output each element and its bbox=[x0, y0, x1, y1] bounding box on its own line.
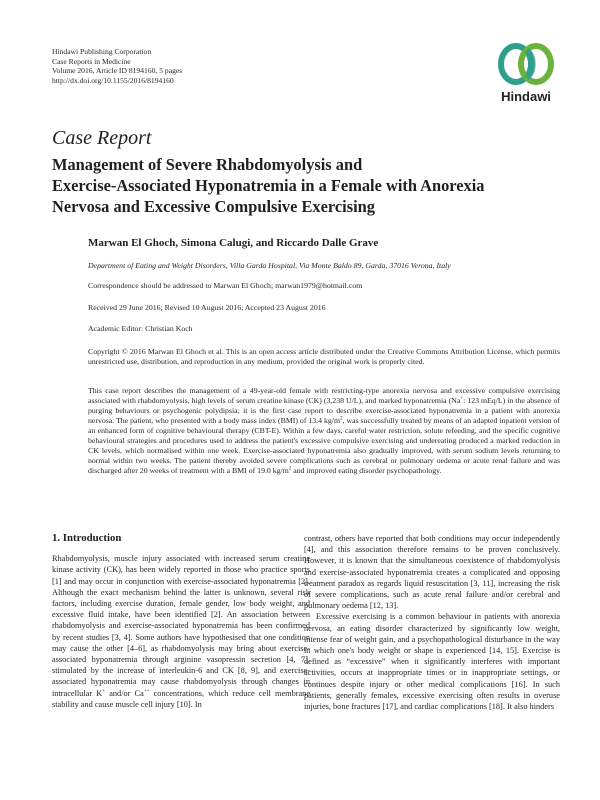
volume-line: Volume 2016, Article ID 8194160, 5 pages bbox=[52, 66, 183, 76]
body-superscript: ++ bbox=[143, 688, 150, 694]
title-line: Management of Severe Rhabdomyolysis and bbox=[52, 155, 363, 174]
abstract-superscript: + bbox=[460, 396, 464, 402]
body-text: concentrations, which reduce cell membrane stability and cause muscle cell injury [10]. In bbox=[52, 688, 311, 709]
journal-name-line: Case Reports in Medicine bbox=[52, 56, 131, 66]
affiliation: Department of Eating and Weight Disorders, Villa Garda Hospital, Via Monte Baldo 89, Garda, 37016 Verona, Italy bbox=[88, 261, 451, 270]
abstract-text: , was successfully treated by means of an adapted inpatient version of an enhanced form of cognitive behavioural therapy (CBT-E). Within a few days, careful water restriction, solute refeeding, and the specific cognitive behavioural strategies and procedures used to address the patient's excessive compulsive exercising and undereating produced a marked reduction in CK levels, which normalised within one week. Exercise-associated hyponatremia also gradually improved, with serum sodium levels returning to normal within two weeks. The patient thereby avoided severe complications such as cerebral or pulmonary oedema or acute renal failure and was discharged after 20 weeks of treatment with a BMI of 19.0 kg/m bbox=[88, 416, 561, 475]
body-paragraph: Excessive exercising is a common behaviour in patients with anorexia nervosa, an eating disorder characterized by significantly low weight, intense fear of weight gain, and a psychopathological disturbance in the way in which one's body weight or shape is experienced [14, 15]. Exercise is defined as “excessive” when it significantly interferes with important activities, occurs at inappropriate times or in inappropriate settings, or continues despite injury or other medical complications [16]. In such patients, generally females, excessive exercising often results in overuse injuries, bone fractures [17], and cardiac complications [18]. It also hinders bbox=[304, 612, 560, 712]
article-type: Case Report bbox=[52, 127, 152, 149]
left-column bbox=[52, 533, 310, 710]
hindawi-interlocking-rings-icon bbox=[494, 40, 558, 88]
body-text: Rhabdomyolysis, muscle injury associated with increased serum creatine kinase activity (CK), has been widely reported in those who practice sports [1] and may occur in conjunction with exercise-associated hyponatremia [2]. Although the exact mechanism behind the latter is unknown, several risk factors, including exercise duration, female gender, low body weight, and excessive fluid intake, have been identified [2]. An association between rhabdomyolysis and exercise-associated hyponatremia has been confirmed by recent studies [3, 4]. Some authors have hypothesised that one condition may cause the other [4–6], as rhabdomyolysis may bring about exercise-associated hyponatremia through arginine vasopressin secretion [4, 7], stimulated by the increase of interleukin-6 and CK [8, 9], and exercise-associated hyponatremia may cause rhabdomyolysis through changes in intracellular K bbox=[52, 554, 310, 698]
submission-dates: Received 29 June 2016; Revised 10 August 2016; Accepted 23 August 2016 bbox=[88, 303, 326, 312]
academic-editor: Academic Editor: Christian Koch bbox=[88, 324, 193, 333]
article-title bbox=[52, 154, 552, 217]
author-list: Marwan El Ghoch, Simona Calugi, and Riccardo Dalle Grave bbox=[88, 237, 379, 249]
title-line: Nervosa and Excessive Compulsive Exercising bbox=[52, 197, 375, 216]
doi-link[interactable]: http://dx.doi.org/10.1155/2016/8194160 bbox=[52, 75, 174, 85]
abstract-superscript: 2 bbox=[288, 466, 292, 472]
publisher-line: Hindawi Publishing Corporation bbox=[52, 47, 152, 56]
body-paragraph bbox=[52, 553, 310, 710]
title-line: Exercise-Associated Hyponatremia in a Female with Anorexia bbox=[52, 176, 485, 195]
logo-wordmark: Hindawi bbox=[501, 89, 551, 104]
section-heading-introduction: 1. Introduction bbox=[52, 532, 122, 544]
right-column bbox=[304, 533, 560, 712]
body-text: and/or Ca bbox=[105, 688, 144, 698]
abstract bbox=[88, 386, 560, 476]
correspondence: Correspondence should be addressed to Marwan El Ghoch; marwan1979@hotmail.com bbox=[88, 281, 363, 290]
abstract-superscript: 2 bbox=[340, 416, 343, 422]
journal-header bbox=[52, 47, 182, 85]
body-superscript: + bbox=[102, 688, 106, 694]
abstract-text: : 123 mEq/L) in the absence of purging behaviours or psychogenic polydipsia; it is the first case report to describe exercise-associated hyponatremia in a patient with anorexia nervosa. The patient, who presented with a body mass index (BMI) of 13.4 kg/m bbox=[88, 396, 560, 425]
hindawi-logo bbox=[494, 40, 558, 108]
copyright-notice: Copyright © 2016 Marwan El Ghoch et al. This is an open access article distributed under the Creative Commons Attribution License, which permits unrestricted use, distribution, and reproduction in any medium, provided the original work is properly cited. bbox=[88, 347, 560, 366]
abstract-text: and improved eating disorder psychopathology. bbox=[291, 466, 442, 475]
body-paragraph: contrast, others have reported that both conditions may occur independently [4], and this association therefore remains to be proven conclusively. However, it is known that the simultaneous coexistence of rhabdomyolysis and exercise-associated hyponatremia creates a complicated and opposing treatment paradox as regards liquid resuscitation [3, 11], increasing the risk of severe complications, such as acute renal failure and/or cerebral and pulmonary oedema [12, 13]. bbox=[304, 534, 560, 611]
abstract-text: This case report describes the management of a 49-year-old female with restricting-type anorexia nervosa and excessive compulsive exercising associated with rhabdomyolysis, high levels of serum creatine kinase (CK) (3,238 U/L), and marked hyponatremia (Na bbox=[88, 386, 560, 405]
